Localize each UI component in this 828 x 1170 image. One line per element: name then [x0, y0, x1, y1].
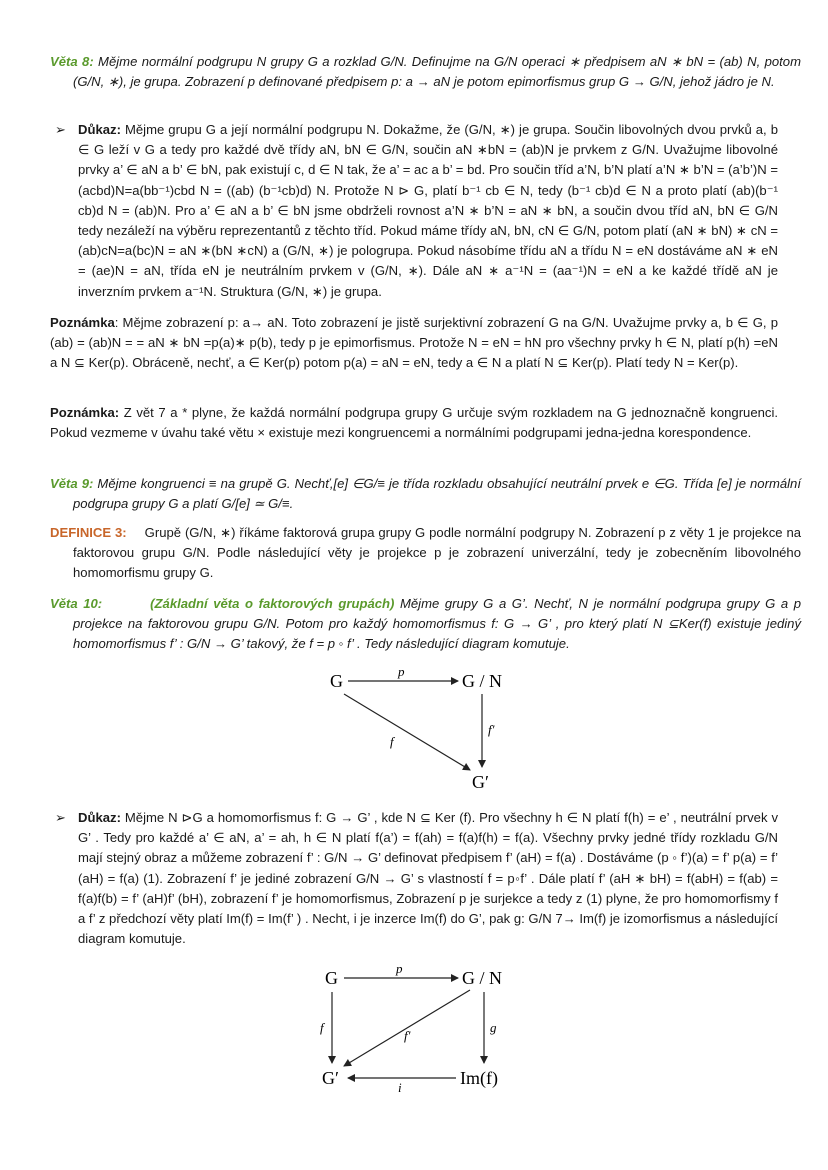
theorem-8 [50, 52, 801, 92]
remark-1-label: Poznámka [50, 315, 115, 330]
node-G-prime: G′ [472, 772, 489, 792]
theorem-8-label: Věta 8: [50, 54, 94, 69]
node-G-over-N: G / N [462, 968, 502, 988]
arrow-f [344, 694, 470, 770]
proof-2-label: Důkaz: [78, 810, 121, 825]
label-i: i [398, 1080, 402, 1095]
bullet-arrow-icon: ➢ [55, 122, 66, 137]
theorem-9-text: Mějme kongruenci ≡ na grupě G. Nechť,[e] ∈G/≡ je třída rozkladu obsahující neutrální prvek e ∈G. Třída [e] je normální podgrupa grupy G a platí G/[e] ≃ G/≡. [73, 476, 801, 512]
remark-2 [50, 403, 778, 443]
commutative-diagram-2 [310, 962, 550, 1096]
label-f: f [390, 734, 394, 749]
label-f-prime: f′ [488, 722, 495, 737]
label-f: f [320, 1020, 324, 1035]
theorem-9 [50, 474, 801, 514]
node-G: G [325, 968, 338, 988]
label-f-prime: f′ [404, 1028, 411, 1043]
node-G-over-N: G / N [462, 671, 502, 691]
proof-2-text: Mějme N ⊳G a homomorfismus f: G → G’ , kde N ⊆ Ker (f). Pro všechny h ∈ N platí f(h) = e’ , neutrální prvek v G’ . Tedy pro každé a’ ∈ aN, a’ = ah, h ∈ N platí f(a’) = f(ah) = f(a)f(h) = f(a). Všechny prvky jedné třídy rozkladu G/N mají stejný obraz a můžeme zobrazení f’ : G/N → G’ definovat předpisem f’ (aH) = f(a) . Dostáváme (p ◦ f’)(a) = f’ p(a) = f’ (aH) = f(a) (1). Zobrazení f’ je jediné zobrazení G/N → G’ s vlastností f = p◦f’ . Dále platí f’ (aH ∗ bH) = f(abH) = f(ab) = f(a)f(b) = f’ (aH)f’ (bH), zobrazení f’ je homomorfismus, Zobrazení p je surjekce a tedy z (1) plyne, že pro homomorfismy f a f’ z předchozí věty platí Im(f) = Im(f’ ) . Necht, i je inzerce Im(f) do G’, pak g: G/N 7→ Im(f) je izomorfismus a následující diagram komutuje. [78, 810, 778, 947]
node-G-prime: G′ [322, 1068, 339, 1088]
bullet-arrow-icon: ➢ [55, 810, 66, 825]
remark-2-text: Z vět 7 a * plyne, že každá normální podgrupa grupy G určuje svým rozkladem na G jednoznačně kongruenci. Pokud vezmeme v úvahu také větu × existuje mezi kongruencemi a normálními podgrupami jedna-jedna korespondence. [50, 405, 778, 441]
label-g: g [490, 1020, 497, 1035]
proof-1-text: Mějme grupu G a její normální podgrupu N. Dokažme, že (G/N, ∗) je grupa. Součin libovolných dvou prvků a, b ∈ G leží v G a tedy pro každé dvě třídy aN, bN ∈ G/N, součin aN ∗bN = (ab)N je prvkem z G/N. Uvažujme libovolné prvky a’ ∈ aN a b’ ∈ bN, pak existují c, d ∈ N tak, že a’ = ac a b’ = bd. Pro součin tříd a’N, b’N platí a’N ∗ b’N = (a’b’)N = (acbd)N=a(bb⁻¹)cbd N = ((ab) (b⁻¹cb)d) N. Protože N ⊳ G, platí b⁻¹ cb ∈ N, tedy (b⁻¹ cb)d ∈ N a proto platí (ab)(b⁻¹ cb)d N = (ab)N. Pro a’ ∈ aN a b’ ∈ bN jsme obdrželi rovnost a’N ∗ b’N = aN ∗ bN, a součin dvou tříd aN, bN ∈ G/N tedy nezáleží na výběru reprezentantů z těchto tříd. Pokud máme třídy aN, bN, cN ∈ G/N, potom platí (aN ∗ bN) ∗ cN = (ab)cN=a(bc)N = aN ∗(bN ∗cN) a (G/N, ∗) je pologrupa. Pokud násobíme třídu aN a třídu N = eN dostáváme aN ∗ eN = (ae)N = aN, třída eN je neutrálním prvkem v (G/N, ∗). Dále aN ∗ a⁻¹N = (aa⁻¹)N = eN a ke každé třídě aN je inverzním prvkem a⁻¹N. Struktura (G/N, ∗) je grupa. [78, 122, 778, 299]
proof-1 [55, 120, 778, 302]
commutative-diagram-1 [310, 660, 540, 800]
theorem-8-text: Mějme normální podgrupu N grupy G a rozklad G/N. Definujme na G/N operaci ∗ předpisem aN ∗ bN = (ab) N, potom (G/N, ∗), je grupa. Zobrazení p definované předpisem p: a → aN je potom epimorfismus grup G → G/N, jehož jádro je N. [73, 54, 801, 90]
theorem-10-text: Mějme grupy G a G’. Nechť, N je normální podgrupa grupy G a p projekce na faktorovou grupu G/N. Potom pro každý homomorfismus f: G → G’ , pro který platí N ⊆Ker(f) existuje jediný homomorfismus f’ : G/N → G’ takový, že f = p ◦ f’ . Tedy následující diagram komutuje. [73, 596, 802, 652]
node-G: G [330, 671, 343, 691]
definition-3-label: DEFINICE 3: [50, 525, 127, 540]
node-Im-f: Im(f) [460, 1068, 498, 1088]
proof-1-label: Důkaz: [78, 122, 121, 137]
label-p: p [398, 664, 405, 679]
theorem-10-label: Věta 10: [50, 596, 103, 611]
label-p: p [396, 962, 403, 976]
remark-1-text: : Mějme zobrazení p: a→ aN. Toto zobrazení je jistě surjektivní zobrazení G na G/N. Uvažujme prvky a, b ∈ G, p (ab) = (ab)N = = aN ∗ bN =p(a)∗ p(b), tedy p je epimorfismus. Protože N = eN = hN pro všechny prvky h ∈ N, platí p(h) =eN a N ⊆ Ker(p). Obráceně, nechť, a ∈ Ker(p) potom p(a) = aN = eN, tedy a ∈ N a platí N ⊆ Ker(p). Platí tedy N = Ker(p). [50, 315, 778, 371]
definition-3 [50, 523, 801, 584]
remark-2-label: Poznámka: [50, 405, 120, 420]
proof-2 [55, 808, 778, 949]
remark-1 [50, 313, 778, 374]
theorem-10-subtitle: (Základní věta o faktorových grupách) [150, 596, 395, 611]
theorem-10 [50, 594, 801, 655]
definition-3-text: Grupě (G/N, ∗) říkáme faktorová grupa grupy G podle normální podgrupy N. Zobrazení p z věty 1 je projekce na faktorovou grupu G/N. Podle následující věty je projekce p je zobrazení univerzální, tedy je zobecněním libovolného homomorfismu grupy G. [73, 525, 802, 581]
theorem-9-label: Věta 9: [50, 476, 94, 491]
